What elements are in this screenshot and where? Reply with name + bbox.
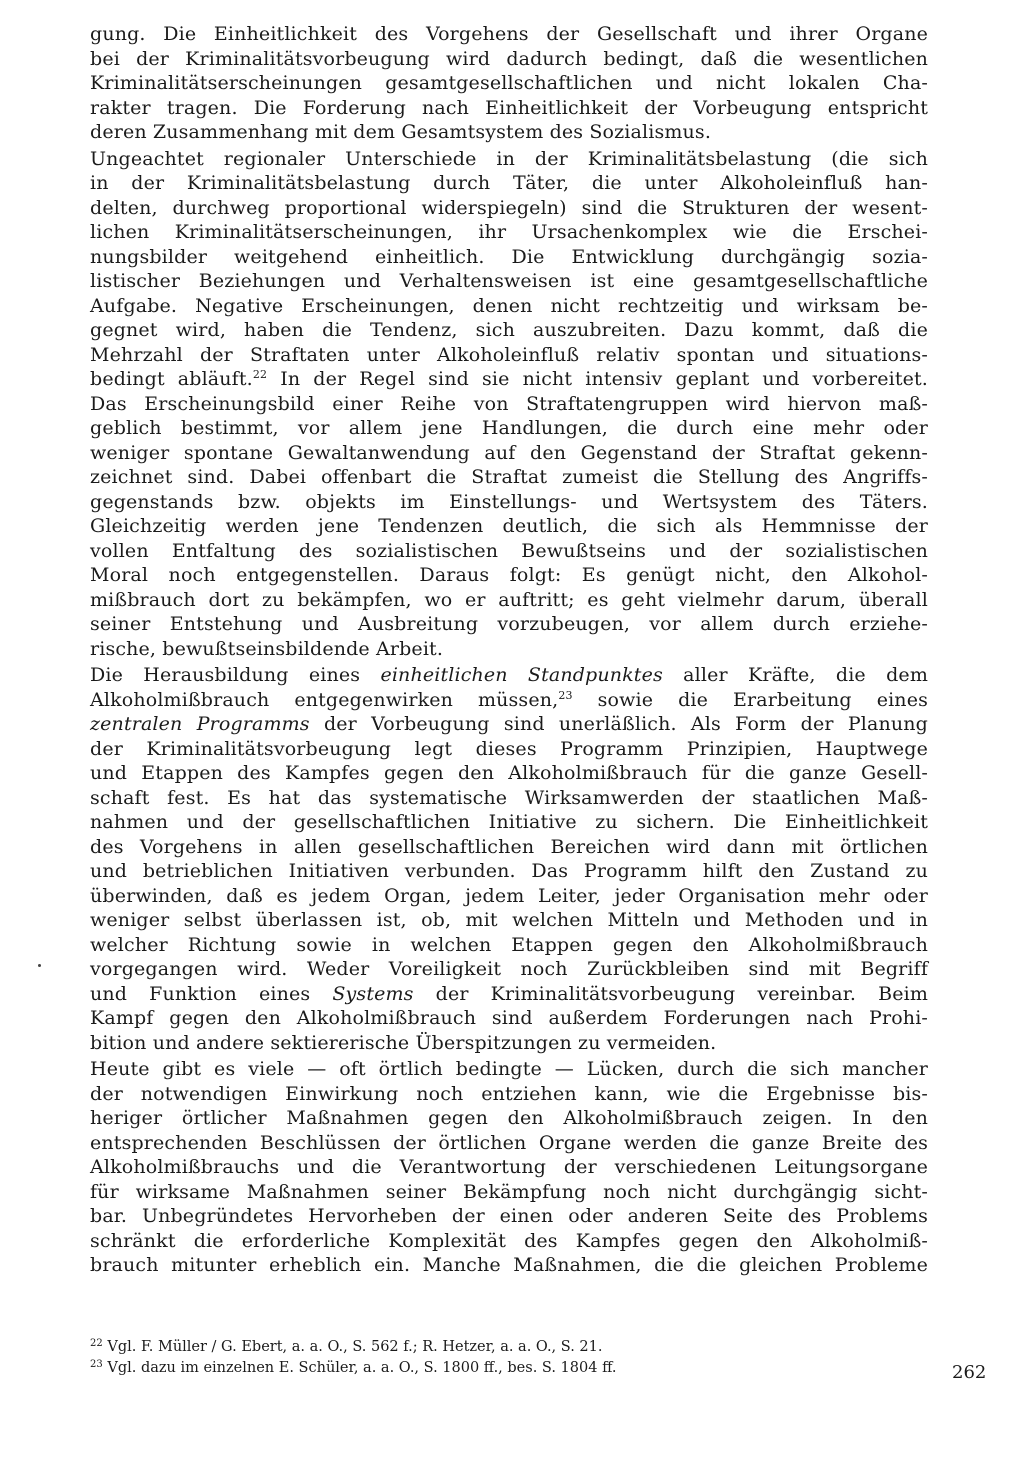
text-line: seiner Entstehung und Ausbreitung vorzubeugen, vor allem durch erziehe- (90, 613, 928, 635)
text-line: rakter tragen. Die Forderung nach Einheitlichkeit der Vorbeugung entspricht (90, 96, 928, 119)
emphasis-text: einheitlichen Standpunktes (380, 664, 663, 686)
text-line: heriger örtlicher Maßnahmen gegen den Alkoholmißbrauch zeigen. In den (90, 1107, 928, 1129)
text-line: Das Erscheinungsbild einer Reihe von Straftatengruppen wird hiervon maß- (90, 392, 928, 415)
footnote-text: Vgl. F. Müller / G. Ebert, a. a. O., S. 562 f.; R. Hetzer, a. a. O., S. 21. (102, 1339, 603, 1355)
text-line: deren Zusammenhang mit dem Gesamtsystem des Sozialismus. (90, 121, 712, 143)
text-line: Alkoholmißbrauchs und die Verantwortung der verschiedenen Leitungsorgane (90, 1156, 928, 1178)
text-line: vorgegangen wird. Weder Voreiligkeit noch Zurückbleiben sind mit Begriff (90, 958, 928, 980)
text-line: überwinden, daß es jedem Organ, jedem Leiter, jeder Organisation mehr oder (90, 884, 928, 907)
text-line: weniger selbst überlassen ist, ob, mit welchen Mitteln und Methoden und in (90, 909, 928, 931)
text-line: brauch mitunter erheblich ein. Manche Maßnahmen, die die gleichen Probleme (90, 1254, 928, 1276)
text-line: delten, durchweg proportional widerspiegeln) sind die Strukturen der wesent- (90, 196, 928, 219)
text-line: Kampf gegen den Alkoholmißbrauch sind außerdem Forderungen nach Prohi- (90, 1007, 928, 1029)
text-line: der Kriminalitätsvorbeugung legt dieses Programm Prinzipien, Hauptwege (90, 737, 928, 760)
text-line: rische, bewußtseinsbildende Arbeit. (90, 637, 444, 660)
text-line: gegnet wird, haben die Tendenz, sich auszubreiten. Dazu kommt, daß die (90, 319, 928, 341)
text-line: gung. Die Einheitlichkeit des Vorgehens der Gesellschaft und ihrer Organe (90, 23, 928, 45)
text-line: nahmen und der gesellschaftlichen Initiative zu sichern. Die Einheitlichkeit (90, 811, 928, 833)
footnote-22 (90, 1337, 870, 1358)
text-line: Kriminalitätserscheinungen gesamtgesellschaftlichen und nicht lokalen Cha- (90, 72, 928, 94)
text-line: weniger spontane Gewaltanwendung auf den Gegenstand der Straftat gekenn- (90, 441, 928, 464)
text-segment: In der Regel sind sie nicht intensiv geplant und vorbereitet. (267, 368, 928, 390)
text-segment: Alkoholmißbrauch entgegenwirken müssen, (90, 688, 559, 711)
text-line: Ungeachtet regionaler Unterschiede in der Kriminalitätsbelastung (die sich (90, 147, 928, 170)
text-line: Mehrzahl der Straftaten unter Alkoholeinfluß relativ spontan und situations- (90, 343, 928, 366)
text-line: schaft fest. Es hat das systematische Wirksamwerden der staatlichen Maß- (90, 786, 928, 809)
text-line: in der Kriminalitätsbelastung durch Täter, die unter Alkoholeinfluß han- (90, 172, 928, 194)
text-line: bition und andere sektiererische Überspitzungen zu vermeiden. (90, 1031, 717, 1054)
text-line-with-footnote (90, 367, 928, 392)
text-line-with-footnote (90, 688, 928, 713)
paragraph-2 (90, 147, 928, 662)
text-line: des Vorgehens in allen gesellschaftlichen Bereichen wird dann mit örtlichen (90, 835, 928, 858)
text-segment: aller Kräfte, die dem (662, 664, 928, 686)
paragraph-4 (90, 1057, 928, 1278)
margin-mark (38, 964, 41, 967)
text-segment: sowie die Erarbeitung eines (572, 688, 928, 711)
text-line: geblich bestimmt, vor allem jene Handlungen, die durch eine mehr oder (90, 417, 928, 439)
footnote-ref-23: 23 (558, 688, 573, 702)
emphasis-text: zentralen Programms (90, 713, 310, 735)
text-line: schränkt die erforderliche Komplexität des Kampfes gegen den Alkoholmiß- (90, 1229, 928, 1252)
footnote-number: 22 (90, 1338, 103, 1349)
text-line: gegenstands bzw. objekts im Einstellungs- und Wertsystem des Täters. (90, 490, 928, 513)
text-line: Heute gibt es viele — oft örtlich bedingte — Lücken, durch die sich mancher (90, 1058, 928, 1080)
text-line: der notwendigen Einwirkung noch entziehen kann, wie die Ergebnisse bis- (90, 1082, 928, 1105)
text-line: welcher Richtung sowie in welchen Etappen gegen den Alkoholmißbrauch (90, 933, 928, 956)
text-line: Gleichzeitig werden jene Tendenzen deutlich, die sich als Hemmnisse der (90, 515, 928, 537)
text-line: mißbrauch dort zu bekämpfen, wo er auftritt; es geht vielmehr darum, überall (90, 588, 928, 611)
text-line: für wirksame Maßnahmen seiner Bekämpfung noch nicht durchgängig sicht- (90, 1180, 928, 1203)
text-line: bei der Kriminalitätsvorbeugung wird dadurch bedingt, daß die wesentlichen (90, 47, 928, 70)
footnote-number: 23 (90, 1359, 103, 1370)
emphasis-text: Systems (332, 982, 414, 1005)
footnotes (90, 1337, 870, 1379)
text-segment: der Vorbeugung sind unerläßlich. Als Form der Planung (309, 713, 928, 735)
text-line-with-emphasis (90, 982, 928, 1007)
text-segment: Die Herausbildung eines (90, 664, 381, 686)
text-segment: und Funktion eines (90, 982, 333, 1005)
text-line: lichen Kriminalitätserscheinungen, ihr Ursachenkomplex wie die Erschei- (90, 221, 928, 243)
text-line: Moral noch entgegenstellen. Daraus folgt: Es genügt nicht, den Alkohol- (90, 564, 928, 586)
paragraph-1 (90, 22, 928, 145)
footnote-text: Vgl. dazu im einzelnen E. Schüler, a. a. O., S. 1800 ff., bes. S. 1804 ff. (102, 1360, 617, 1376)
text-segment: bedingt abläuft. (90, 368, 253, 390)
text-line: entsprechenden Beschlüssen der örtlichen Organe werden die ganze Breite des (90, 1131, 928, 1154)
text-line: Aufgabe. Negative Erscheinungen, denen nicht rechtzeitig und wirksam be- (90, 294, 928, 317)
text-segment: der Kriminalitätsvorbeugung vereinbar. Beim (413, 982, 929, 1005)
text-line: listischer Beziehungen und Verhaltensweisen ist eine gesamtgesellschaftliche (90, 270, 928, 292)
footnote-ref-22: 22 (252, 368, 268, 381)
text-line: bar. Unbegründetes Hervorheben der einen oder anderen Seite des Problems (90, 1205, 928, 1227)
page-body (90, 22, 928, 1278)
text-line-with-emphasis (90, 663, 928, 688)
text-line-with-emphasis (90, 712, 928, 737)
paragraph-3 (90, 663, 928, 1055)
text-line: und Etappen des Kampfes gegen den Alkoholmißbrauch für die ganze Gesell- (90, 762, 928, 784)
text-line: zeichnet sind. Dabei offenbart die Straftat zumeist die Stellung des Angriffs- (90, 466, 928, 488)
footnote-23 (90, 1358, 870, 1379)
text-line: nungsbilder weitgehend einheitlich. Die Entwicklung durchgängig sozia- (90, 245, 928, 268)
text-line: und betrieblichen Initiativen verbunden. Das Programm hilft den Zustand zu (90, 860, 928, 882)
page-number: 262 (952, 1362, 987, 1383)
text-line: vollen Entfaltung des sozialistischen Bewußtseins und der sozialistischen (90, 539, 928, 562)
